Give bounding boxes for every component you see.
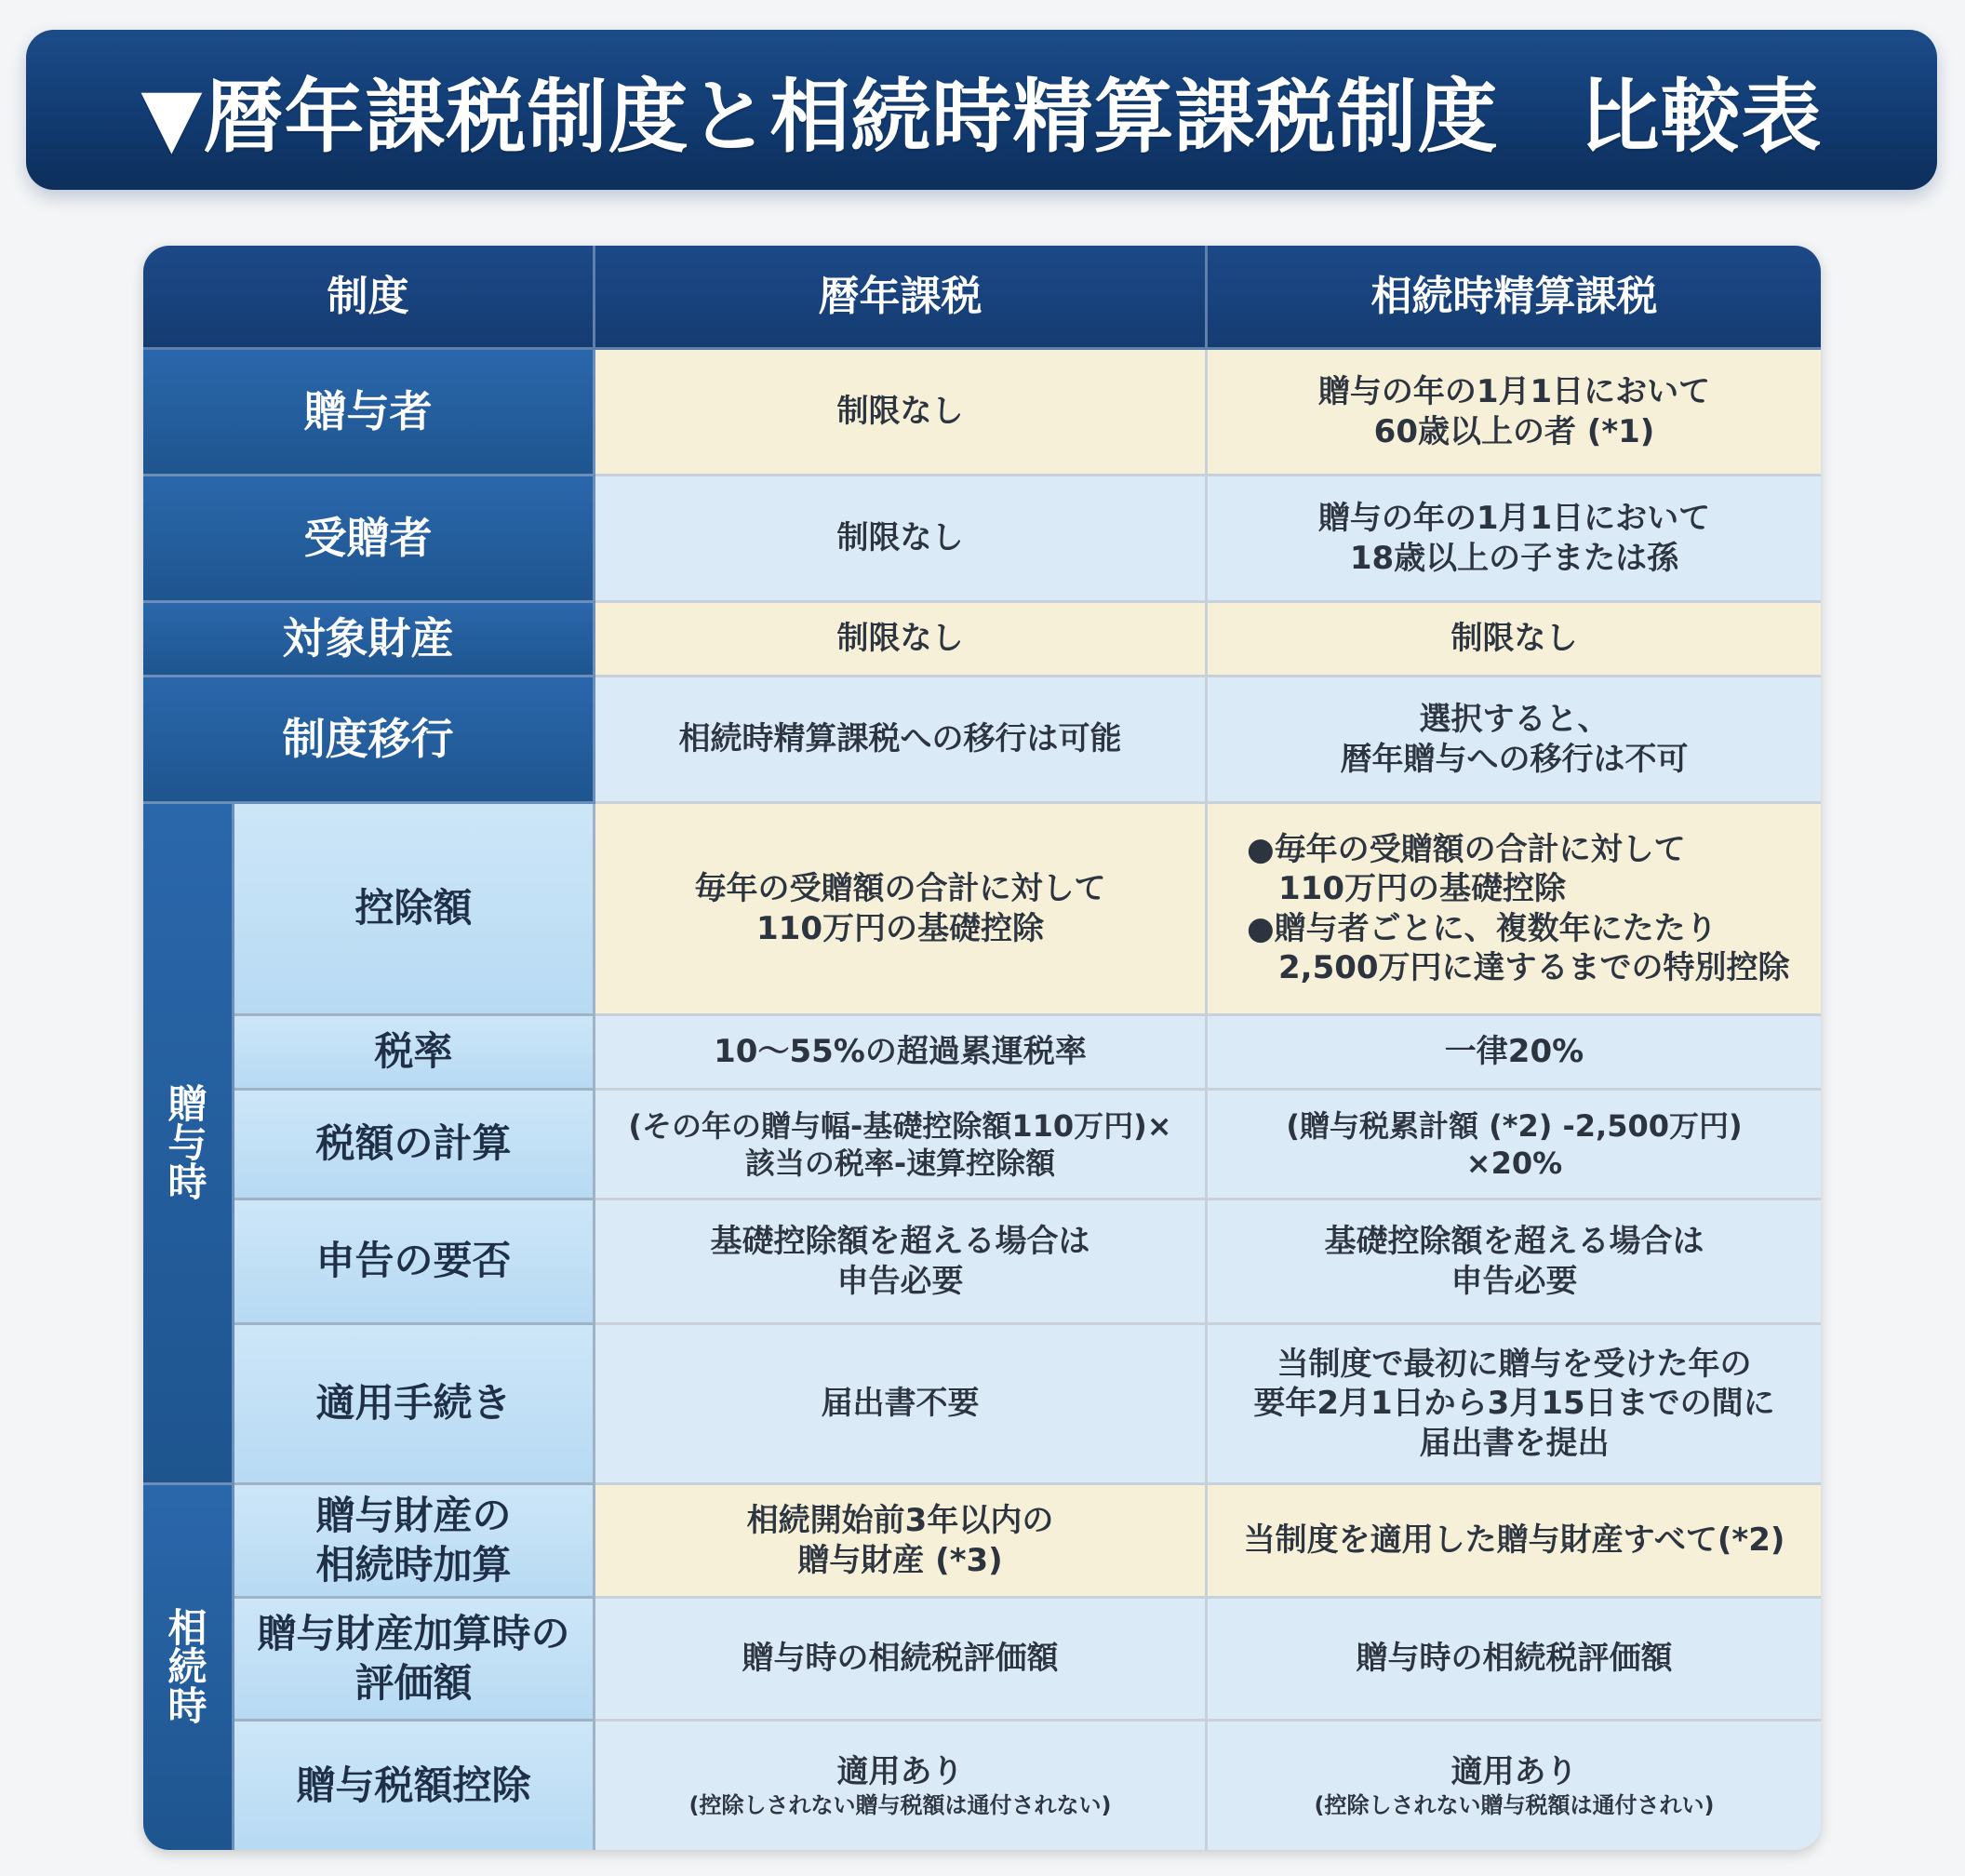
row-giver-annual: 制限なし (595, 350, 1208, 476)
group-label-gift-time: 贈与時 (143, 804, 234, 1485)
row-label-filing-requirement: 申告の要否 (234, 1200, 595, 1325)
row-target-property-settlement: 制限なし (1208, 603, 1821, 677)
row-gift-tax-credit-settlement-main: 適用あり (1450, 1752, 1578, 1790)
page-title: ▼暦年課税制度と相続時精算課税制度 比較表 (140, 71, 1823, 164)
row-valuation-annual: 贈与時の相続税評価額 (595, 1599, 1208, 1722)
header-system: 制度 (143, 246, 595, 350)
row-filing-requirement-annual: 基礎控除額を超える場合は 申告必要 (595, 1200, 1208, 1325)
row-tax-rate-settlement: 一律20% (1208, 1016, 1821, 1091)
row-gift-tax-credit-settlement-note: (控除しされない贈与税額は通付されい) (1314, 1792, 1715, 1819)
row-label-recipient: 受贈者 (143, 476, 595, 603)
group-label-inheritance-time: 相続時 (143, 1485, 234, 1850)
row-label-deduction: 控除額 (234, 804, 595, 1016)
row-gift-tax-credit-annual-main: 適用あり (836, 1752, 964, 1790)
row-label-valuation: 贈与財産加算時の 評価額 (234, 1599, 595, 1722)
row-gift-tax-credit-annual-note: (控除しされない贈与税額は通付されない) (688, 1792, 1112, 1819)
row-deduction-annual: 毎年の受贈額の合計に対して 110万円の基礎控除 (595, 804, 1208, 1016)
comparison-table (143, 246, 1821, 1850)
row-recipient-settlement: 贈与の年の1月1日において 18歳以上の子または孫 (1208, 476, 1821, 603)
row-valuation-settlement: 贈与時の相続税評価額 (1208, 1599, 1821, 1722)
row-label-tax-rate: 税率 (234, 1016, 595, 1091)
row-filing-requirement-settlement: 基礎控除額を超える場合は 申告必要 (1208, 1200, 1821, 1325)
row-label-giver: 贈与者 (143, 350, 595, 476)
row-application-procedure-settlement: 当制度で最初に贈与を受けた年の 要年2月1日から3月15日までの間に 届出書を提出 (1208, 1325, 1821, 1485)
row-tax-calculation-settlement: (贈与税累計額 (*2) -2,500万円) ×20% (1208, 1091, 1821, 1200)
row-gift-tax-credit-annual (595, 1722, 1208, 1850)
row-target-property-annual: 制限なし (595, 603, 1208, 677)
row-label-inheritance-addition: 贈与財産の 相続時加算 (234, 1485, 595, 1599)
row-gift-tax-credit-settlement (1208, 1722, 1821, 1850)
row-giver-settlement: 贈与の年の1月1日において 60歳以上の者 (*1) (1208, 350, 1821, 476)
row-label-application-procedure: 適用手続き (234, 1325, 595, 1485)
title-banner (26, 30, 1937, 190)
row-system-transition-annual: 相続時精算課税への移行は可能 (595, 677, 1208, 804)
row-tax-calculation-annual: (その年の贈与幅-基礎控除額110万円)× 該当の税率-速算控除額 (595, 1091, 1208, 1200)
row-deduction-settlement: ●毎年の受贈額の合計に対して 110万円の基礎控除 ●贈与者ごとに、複数年にたたり 2,500万円に達するまでの特別控除 (1208, 804, 1821, 1016)
row-label-target-property: 対象財産 (143, 603, 595, 677)
row-label-gift-tax-credit: 贈与税額控除 (234, 1722, 595, 1850)
row-inheritance-addition-settlement: 当制度を適用した贈与財産すべて(*2) (1208, 1485, 1821, 1599)
row-application-procedure-annual: 届出書不要 (595, 1325, 1208, 1485)
header-settlement: 相続時精算課税 (1208, 246, 1821, 350)
header-annual: 暦年課税 (595, 246, 1208, 350)
row-inheritance-addition-annual: 相続開始前3年以内の 贈与財産 (*3) (595, 1485, 1208, 1599)
row-label-tax-calculation: 税額の計算 (234, 1091, 595, 1200)
row-recipient-annual: 制限なし (595, 476, 1208, 603)
row-label-system-transition: 制度移行 (143, 677, 595, 804)
row-tax-rate-annual: 10〜55%の超過累運税率 (595, 1016, 1208, 1091)
row-system-transition-settlement: 選択すると、 暦年贈与への移行は不可 (1208, 677, 1821, 804)
